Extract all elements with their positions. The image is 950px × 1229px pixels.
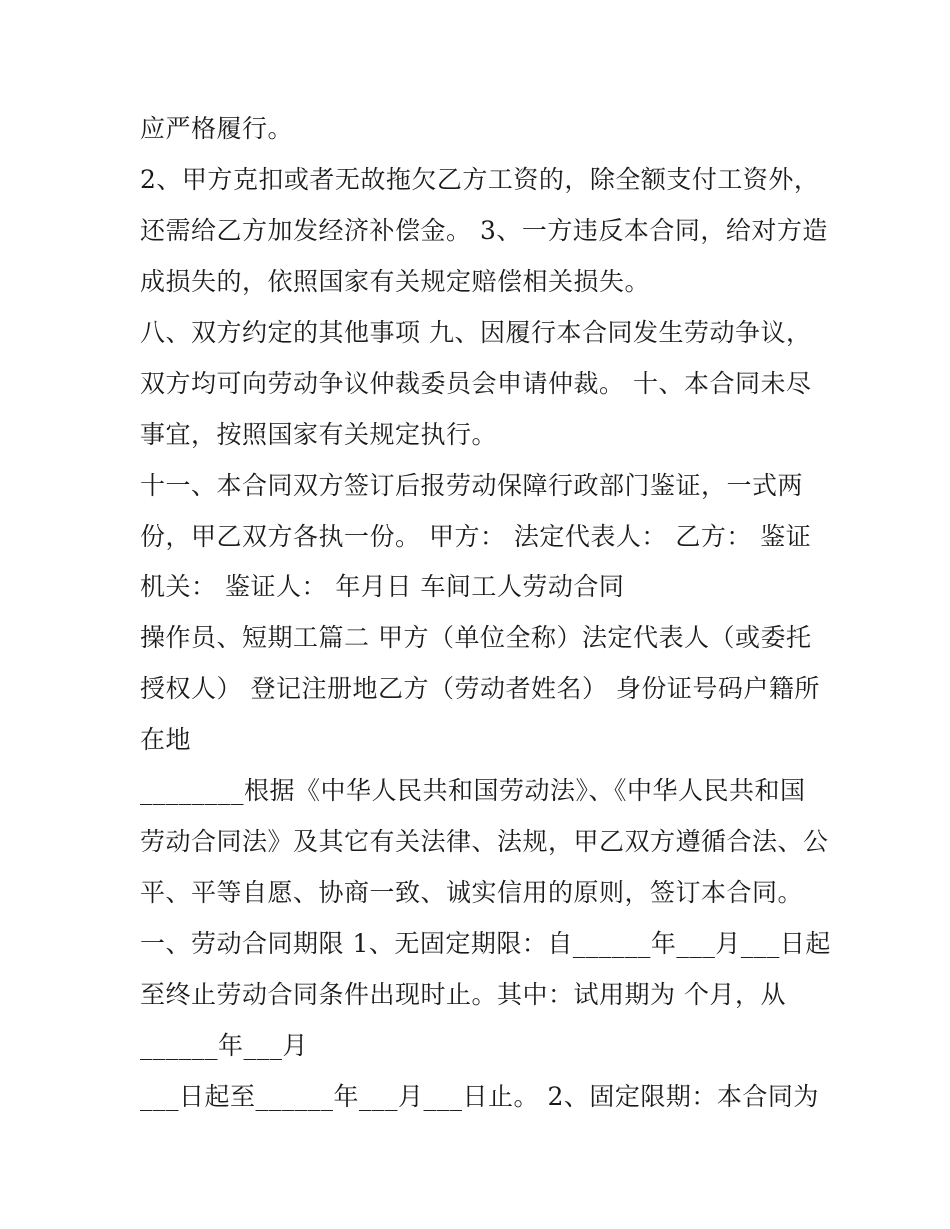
- text-line: 事宜，按照国家有关规定执行。: [140, 420, 498, 449]
- text-line: 成损失的，依照国家有关规定赔偿相关损失。: [140, 267, 651, 296]
- text-line: 一、劳动合同期限 1、无固定期限：自______年___月___日起: [140, 929, 831, 958]
- text-line: 平、平等自愿、协商一致、诚实信用的原则，签订本合同。: [140, 878, 804, 907]
- text-line: 机关： 鉴证人： 年月日 车间工人劳动合同: [140, 572, 625, 601]
- text-line: 操作员、短期工篇二 甲方（单位全称）法定代表人（或委托: [140, 623, 812, 652]
- text-line: ______年___月: [140, 1031, 309, 1060]
- text-line: 还需给乙方加发经济补偿金。 3、一方违反本合同，给对方造: [140, 216, 828, 245]
- text-line: 至终止劳动合同条件出现时止。其中：试用期为 个月，从: [140, 980, 786, 1009]
- text-line: 应严格履行。: [140, 114, 294, 143]
- text-line: 在地: [140, 725, 192, 754]
- text-line: 份，甲乙双方各执一份。 甲方： 法定代表人： 乙方： 鉴证: [140, 522, 812, 551]
- text-line: 2、甲方克扣或者无故拖欠乙方工资的，除全额支付工资外，: [140, 165, 820, 194]
- text-line: 八、双方约定的其他事项 九、因履行本合同发生劳动争议，: [140, 318, 812, 347]
- text-line: 授权人） 登记注册地乙方（劳动者姓名） 身份证号码户籍所: [140, 674, 820, 703]
- text-line: 十一、本合同双方签订后报劳动保障行政部门鉴证，一式两: [140, 471, 804, 500]
- text-line: ___日起至______年___月___日止。 2、固定限期：本合同为: [140, 1082, 819, 1111]
- text-line: 劳动合同法》及其它有关法律、法规，甲乙双方遵循合法、公: [140, 827, 829, 856]
- text-line: 双方均可向劳动争议仲裁委员会申请仲裁。 十、本合同未尽: [140, 369, 812, 398]
- text-line: ________根据《中华人民共和国劳动法》、《中华人民共和国: [140, 776, 806, 805]
